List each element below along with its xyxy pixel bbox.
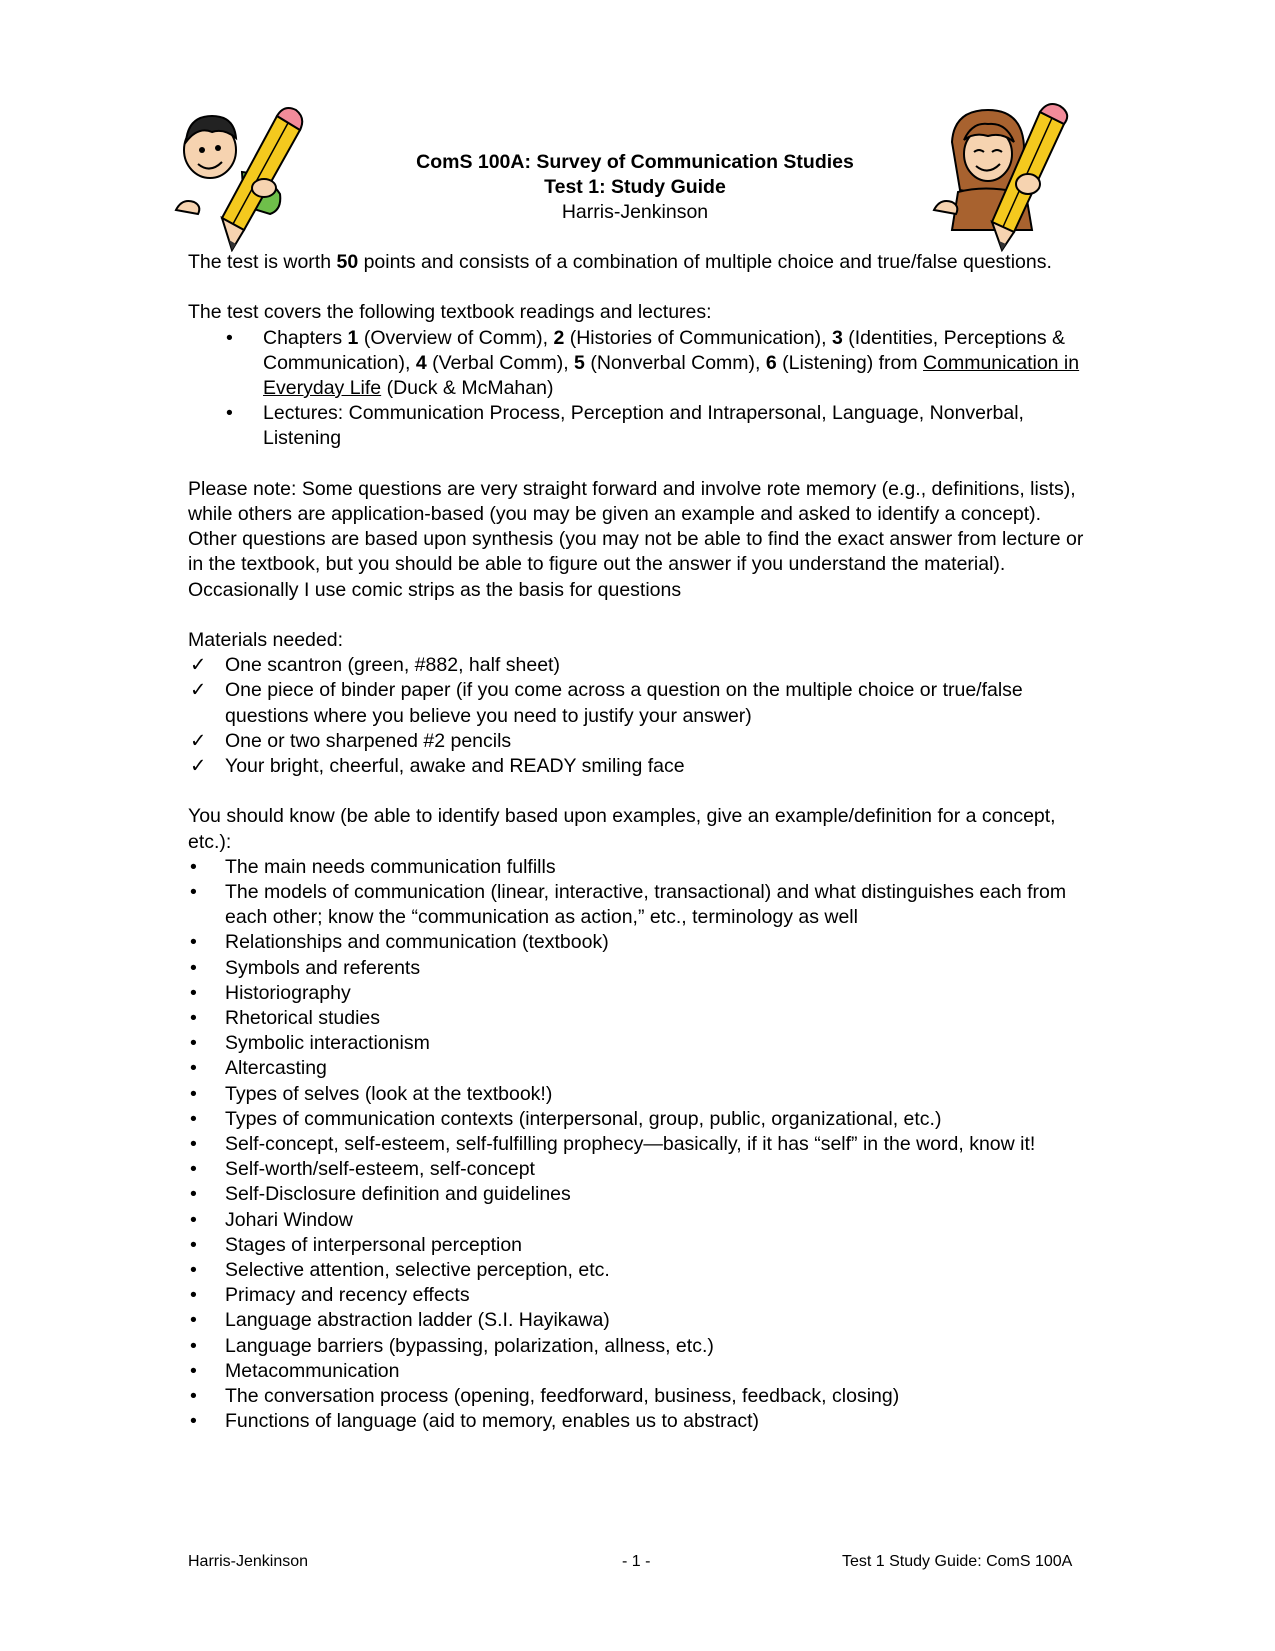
know-item: • Johari Window [188, 1208, 1088, 1233]
test-points: 50 [336, 251, 359, 273]
bullet-icon: • [190, 1107, 197, 1130]
document-body [188, 250, 1088, 1434]
test-title: Test 1: Study Guide [544, 176, 726, 198]
lectures-item: • Lectures: Communication Process, Perception and Intrapersonal, Language, Nonverbal, Listening [188, 401, 1088, 451]
boy-with-pencil-clipart [172, 102, 310, 252]
document-header [380, 150, 890, 225]
know-item: • Symbolic interactionism [188, 1031, 1088, 1056]
checkmark-icon: ✓ [190, 729, 207, 752]
know-item: • Stages of interpersonal perception [188, 1233, 1088, 1258]
know-item: • Relationships and communication (textbook) [188, 930, 1088, 955]
bullet-icon: • [190, 1334, 197, 1357]
know-item: • The main needs communication fulfills [188, 855, 1088, 880]
intro-text-start: The test is worth [188, 251, 337, 273]
author-name: Harris-Jenkinson [561, 201, 709, 223]
bullet-icon: • [190, 956, 197, 979]
know-item: • Language abstraction ladder (S.I. Hayikawa) [188, 1308, 1088, 1333]
textbook-title: Communication in Everyday Life [263, 351, 1080, 399]
bullet-icon: • [190, 981, 197, 1004]
know-item: • Primacy and recency effects [188, 1283, 1088, 1308]
checkmark-icon: ✓ [190, 654, 207, 677]
bullet-icon: • [190, 1032, 197, 1055]
covers-lead: The test covers the following textbook readings and lectures: [188, 301, 712, 324]
checkmark-icon: ✓ [190, 679, 207, 702]
know-item: • Self-worth/self-esteem, self-concept [188, 1157, 1088, 1182]
footer-doc-title: Test 1 Study Guide: ComS 100A [842, 1553, 1073, 1570]
bullet-icon: • [190, 931, 197, 954]
chapters-item: • Chapters 1 (Overview of Comm), 2 (Histories of Communication), 3 (Identities, Perceptions & Communication), 4 (Verbal Comm), 5 (Nonverbal Comm), 6 (Listening) from Communication in Everyday Life (Duck & McMahan) [188, 326, 1088, 402]
bullet-icon: • [190, 1284, 197, 1307]
bullet-icon: • [190, 1208, 197, 1231]
checkmark-icon: ✓ [190, 755, 207, 778]
know-item: • Historiography [188, 981, 1088, 1006]
know-item: • Self-Disclosure definition and guidelines [188, 1182, 1088, 1207]
note-paragraph: Please note: Some questions are very straight forward and involve rote memory (e.g., definitions, lists), while others are application-based (you may be given an example and asked to identify a concept). Other questions are based upon synthesis (you may not be able to find the exact answer from lecture or in the textbook, but you should be able to figure out the answer if you understand the material). Occasionally I use comic strips as the basis for questions [188, 477, 1084, 601]
girl-with-pencil-clipart [932, 102, 1078, 252]
bullet-icon: • [190, 1183, 197, 1206]
know-item: • Functions of language (aid to memory, enables us to abstract) [188, 1409, 1088, 1434]
bullet-icon: • [190, 1158, 197, 1181]
materials-list [188, 653, 1088, 779]
know-item: • Types of communication contexts (interpersonal, group, public, organizational, etc.) [188, 1107, 1088, 1132]
intro-text-end: points and consists of a combination of multiple choice and true/false questions. [358, 251, 1052, 273]
bullet-icon: • [190, 1410, 197, 1433]
covers-list [188, 326, 1088, 452]
know-lead: You should know (be able to identify based upon examples, give an example/definition for a concept, etc.): [188, 805, 1056, 853]
bullet-icon: • [190, 855, 197, 878]
bullet-icon: • [190, 1259, 197, 1282]
course-title: ComS 100A: Survey of Communication Studies [416, 151, 854, 173]
intro-paragraph [188, 250, 1088, 275]
materials-lead: Materials needed: [188, 629, 344, 651]
know-item: • The models of communication (linear, interactive, transactional) and what distinguishes each from each other; know the “communication as action,” etc., terminology as well [190, 881, 1067, 929]
material-item: ✓ Your bright, cheerful, awake and READY smiling face [188, 754, 1088, 779]
bullet-icon: • [190, 1233, 197, 1256]
material-item: ✓ One piece of binder paper (if you come across a question on the multiple choice or true/false questions where you believe you need to justify your answer) [190, 679, 1023, 727]
bullet-icon: • [190, 1057, 197, 1080]
bullet-icon: • [190, 1385, 197, 1408]
material-item: ✓ One or two sharpened #2 pencils [188, 729, 1088, 754]
footer-page-number: - 1 - [622, 1553, 651, 1570]
bullet-icon: • [190, 1133, 197, 1156]
bullet-icon: • [190, 1082, 197, 1105]
footer-author: Harris-Jenkinson [188, 1553, 309, 1570]
know-item: • Metacommunication [188, 1359, 1088, 1384]
bullet-icon: • [190, 881, 197, 904]
material-item: ✓ One scantron (green, #882, half sheet) [188, 653, 1088, 678]
know-item: • Types of selves (look at the textbook!) [188, 1082, 1088, 1107]
bullet-icon: • [190, 1309, 197, 1332]
know-item: • Language barriers (bypassing, polarization, allness, etc.) [188, 1334, 1088, 1359]
know-item: • The conversation process (opening, feedforward, business, feedback, closing) [188, 1384, 1088, 1409]
know-item: • Altercasting [188, 1056, 1088, 1081]
bullet-icon: • [190, 1007, 197, 1030]
know-item: • Self-concept, self-esteem, self-fulfilling prophecy—basically, if it has “self” in the word, know it! [188, 1132, 1088, 1157]
bullet-icon: • [190, 1359, 197, 1382]
know-item: • Selective attention, selective perception, etc. [188, 1258, 1088, 1283]
know-list [188, 855, 1088, 1435]
know-item: • Rhetorical studies [188, 1006, 1088, 1031]
know-item: • Symbols and referents [188, 956, 1088, 981]
